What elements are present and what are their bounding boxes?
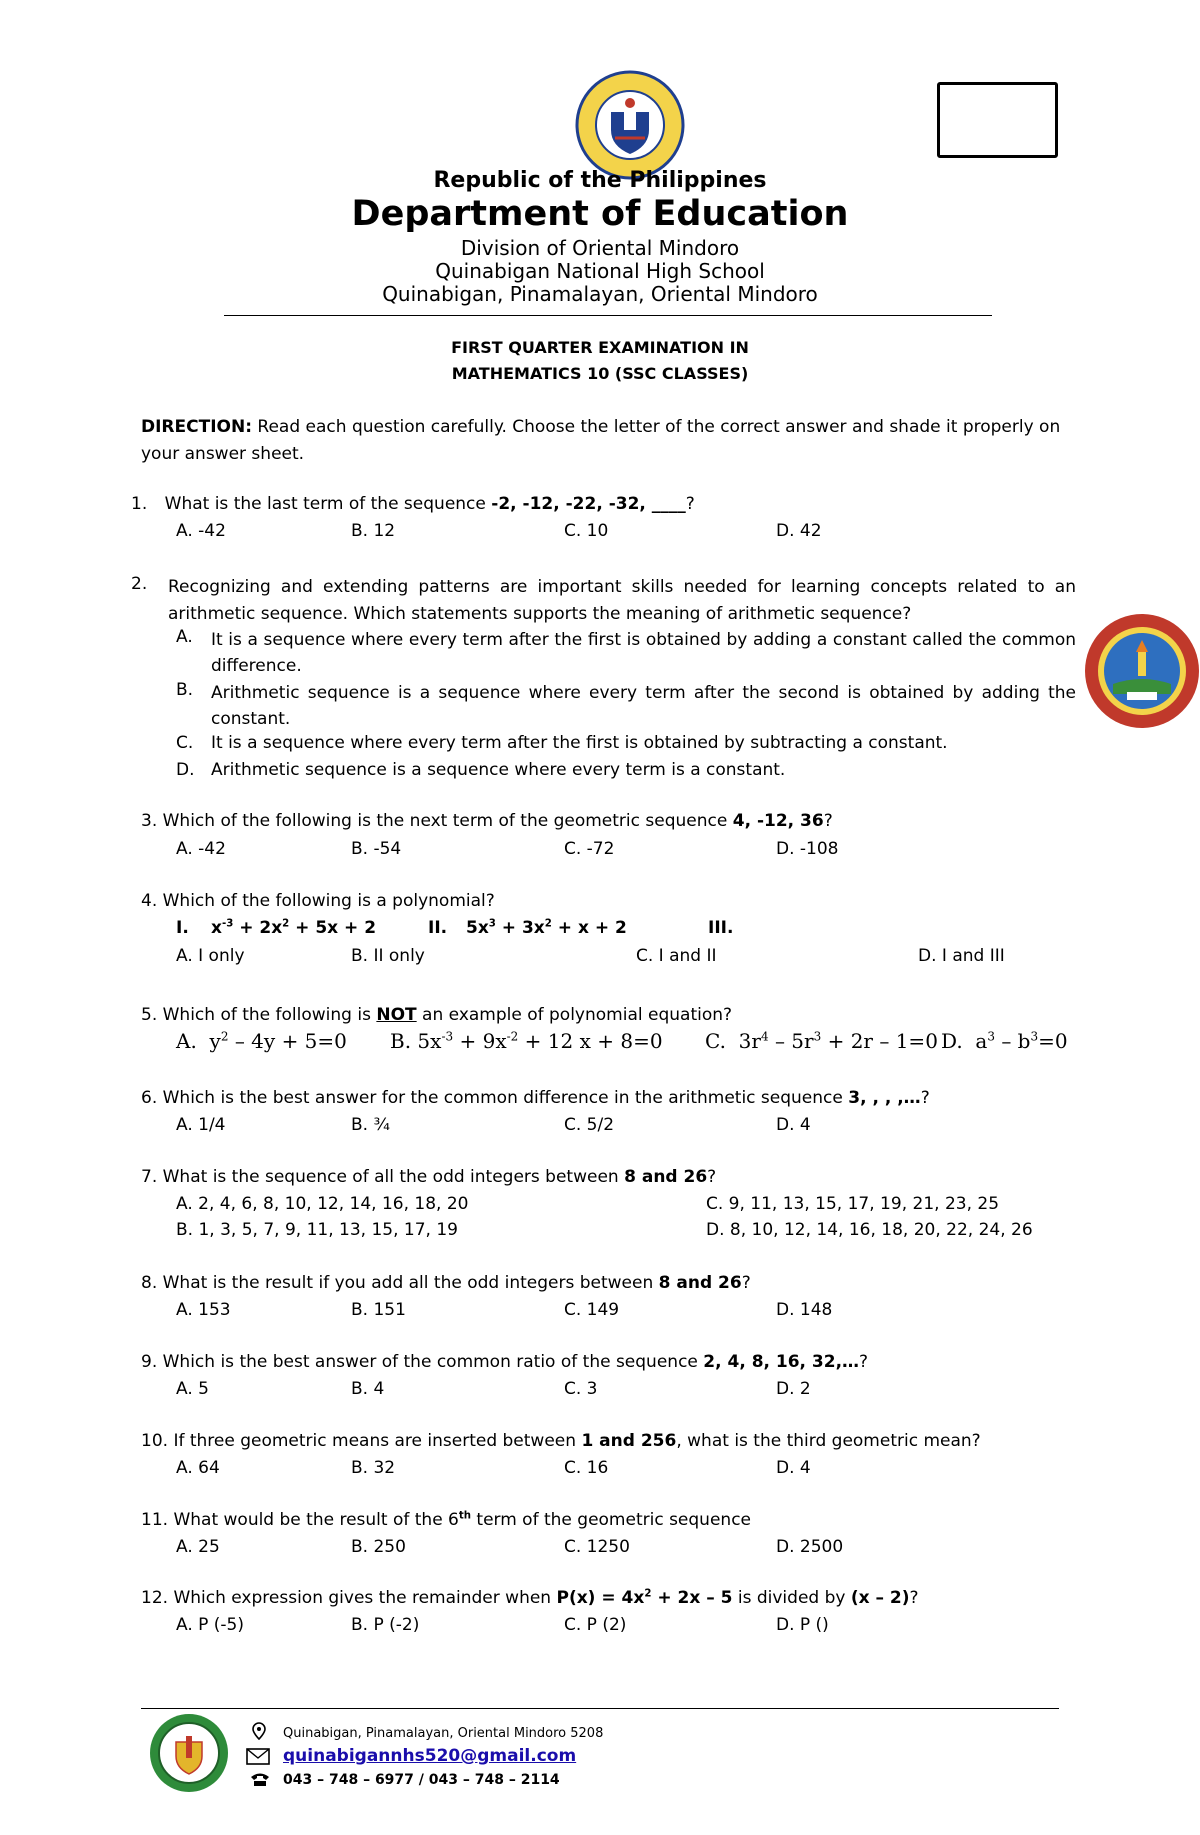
direction-text: Read each question carefully. Choose the letter of the correct answer and shade it properly on your answer sheet. [141, 417, 1061, 464]
q2-option-a[interactable]: It is a sequence where every term after the first is obtained by adding a constant called the common difference. [211, 630, 1076, 676]
q2-option-c[interactable]: It is a sequence where every term after the first is obtained by subtracting a constant. [211, 733, 948, 753]
q1-option-c[interactable]: C. 10 [564, 521, 609, 541]
q9-stem [141, 1352, 868, 1372]
school-logo [148, 1712, 230, 1794]
q9-qmark: ? [859, 1352, 869, 1372]
q4-item-i-label: I. [176, 918, 189, 938]
corner-box [937, 82, 1058, 158]
q7-option-c[interactable]: C. 9, 11, 13, 15, 17, 19, 21, 23, 25 [706, 1194, 1000, 1214]
q4-option-b[interactable]: B. II only [351, 946, 425, 966]
q9-option-a[interactable]: A. 5 [176, 1379, 209, 1399]
q1-option-d[interactable]: D. 42 [776, 521, 822, 541]
q2-option-c-label[interactable]: C. [176, 733, 194, 753]
q5-option-c-label: C. [705, 1029, 726, 1053]
q5-stem [141, 1005, 732, 1025]
q1-text: What is the last term of the sequence [164, 494, 492, 514]
q1-option-a[interactable]: A. -42 [176, 521, 226, 541]
q2-stem: Recognizing and extending patterns are important skills needed for learning concepts related to an arithmetic sequence. Which statements supports the meaning of arithmetic sequence? [168, 577, 1076, 624]
q5-text-end: an example of polynomial equation? [416, 1005, 733, 1025]
q5-option-b-label: B. [390, 1029, 412, 1053]
deped-seal [575, 70, 685, 180]
q3-option-b[interactable]: B. -54 [351, 839, 402, 859]
q5-option-c[interactable]: C. $3r^4 - 5r^3 + 2r - 1=0$ [705, 1029, 938, 1053]
q2-number: 2. [131, 574, 148, 594]
school-address: Quinabigan, Pinamalayan, Oriental Mindoro [382, 282, 818, 306]
q10-option-b[interactable]: B. 32 [351, 1458, 396, 1478]
school-name: Quinabigan National High School [435, 259, 765, 283]
q5-option-b[interactable]: B. $5x^{-3} + 9x^{-2} + 12$ x + 8=0 [390, 1029, 663, 1053]
division-logo [1083, 612, 1200, 730]
q5-option-a[interactable]: A. $y^2 - 4y + 5=0$ [176, 1029, 347, 1053]
q11-stem [141, 1510, 751, 1530]
q8-option-b[interactable]: B. 151 [351, 1300, 406, 1320]
q6-sequence: 3, , , ,… [848, 1088, 921, 1108]
q12-option-b[interactable]: B. P (-2) [351, 1615, 420, 1635]
q6-qmark: ? [920, 1088, 930, 1108]
footer-address: Quinabigan, Pinamalayan, Oriental Mindoro 5208 [283, 1726, 604, 1741]
q4-option-d[interactable]: D. I and III [918, 946, 1005, 966]
division-logo-year [1083, 612, 1084, 613]
q9-option-b[interactable]: B. 4 [351, 1379, 385, 1399]
email-icon [246, 1747, 272, 1771]
phone-icon [249, 1771, 271, 1791]
q10-text: 10. If three geometric means are inserted between [141, 1431, 582, 1451]
q12-stem [141, 1588, 919, 1608]
q7-text: 7. What is the sequence of all the odd integers between [141, 1167, 625, 1187]
q12-qmark: ? [909, 1588, 919, 1608]
q8-qmark: ? [741, 1273, 751, 1293]
q10-option-a[interactable]: A. 64 [176, 1458, 220, 1478]
q5-option-d[interactable]: D. $a^3 - b^3=0$ [941, 1029, 1068, 1053]
q7-range: 8 and 26 [624, 1167, 708, 1187]
footer-divider [141, 1708, 1059, 1709]
q3-option-c[interactable]: C. -72 [564, 839, 615, 859]
q1-number: 1. [131, 494, 148, 514]
q1-sequence: -2, -12, -22, -32, ____ [491, 494, 686, 514]
exam-title-line1: FIRST QUARTER EXAMINATION IN [451, 338, 749, 357]
q11-option-a[interactable]: A. 25 [176, 1537, 220, 1557]
q3-option-a[interactable]: A. -42 [176, 839, 226, 859]
q7-stem [141, 1167, 716, 1187]
q10-range: 1 and 256 [581, 1431, 677, 1451]
q1-option-b[interactable]: B. 12 [351, 521, 396, 541]
q2-option-d[interactable]: Arithmetic sequence is a sequence where every term is a constant. [211, 760, 786, 780]
q11-option-d[interactable]: D. 2500 [776, 1537, 844, 1557]
q11-text-end: term of the geometric sequence [471, 1510, 751, 1530]
q4-item-i: $x^{-3} + 2x^2 + 5x + 2$ [211, 918, 377, 938]
q11-option-c[interactable]: C. 1250 [564, 1537, 630, 1557]
q6-option-a[interactable]: A. 1/4 [176, 1115, 226, 1135]
q6-text: 6. Which is the best answer for the common difference in the arithmetic sequence [141, 1088, 849, 1108]
header-divider [224, 315, 992, 316]
q5-option-d-label: D. [941, 1029, 963, 1053]
q6-stem [141, 1088, 930, 1108]
q6-option-c[interactable]: C. 5/2 [564, 1115, 615, 1135]
division-text: Division of Oriental Mindoro [460, 236, 740, 260]
q4-item-iii-label: III. [708, 918, 734, 938]
q11-text: 11. What would be the result of the 6 [141, 1510, 459, 1530]
q5-option-a-label: A. [176, 1029, 197, 1053]
q4-item-ii: $5x^3 + 3x^2 + x + 2$ [466, 918, 627, 938]
q8-stem [141, 1273, 751, 1293]
q9-option-c[interactable]: C. 3 [564, 1379, 598, 1399]
q6-option-b[interactable]: B. ¾ [351, 1115, 390, 1135]
q5-text: 5. Which of the following is [141, 1005, 377, 1025]
footer-email-link[interactable]: quinabigannhs520@gmail.com [283, 1746, 577, 1766]
q9-sequence: 2, 4, 8, 16, 32,… [703, 1352, 860, 1372]
q4-option-a[interactable]: A. I only [176, 946, 245, 966]
q8-option-c[interactable]: C. 149 [564, 1300, 620, 1320]
direction [141, 414, 1076, 468]
q2-option-a-label[interactable]: A. [176, 627, 193, 647]
q12-text-mid: is divided by [732, 1588, 851, 1608]
q1-qmark: ? [685, 494, 695, 514]
q2-option-d-label[interactable]: D. [176, 760, 195, 780]
q8-text: 8. What is the result if you add all the odd integers between [141, 1273, 659, 1293]
q3-text: 3. Which of the following is the next term of the geometric sequence [141, 811, 733, 831]
footer-phone: 043 – 748 – 6977 / 043 – 748 – 2114 [283, 1772, 560, 1788]
q10-option-d[interactable]: D. 4 [776, 1458, 811, 1478]
q12-divisor: (x – 2) [850, 1588, 910, 1608]
republic-text: Republic of the Philippines [433, 168, 767, 193]
q8-range: 8 and 26 [658, 1273, 742, 1293]
q12-option-c[interactable]: C. P (2) [564, 1615, 627, 1635]
q3-qmark: ? [823, 811, 833, 831]
q7-option-b[interactable]: B. 1, 3, 5, 7, 9, 11, 13, 15, 17, 19 [176, 1220, 458, 1240]
q10-text-end: , what is the third geometric mean? [676, 1431, 981, 1451]
q2-option-b-label[interactable]: B. [176, 680, 194, 700]
q6-option-d[interactable]: D. 4 [776, 1115, 811, 1135]
footer-email-wrap [283, 1746, 576, 1766]
q10-stem [141, 1431, 981, 1451]
q3-stem [141, 811, 833, 831]
q9-option-d[interactable]: D. 2 [776, 1379, 811, 1399]
department-title: Department of Education [351, 194, 849, 234]
seal-text-bottom [575, 70, 576, 71]
q12-option-d[interactable]: D. P () [776, 1615, 829, 1635]
q7-option-a[interactable]: A. 2, 4, 6, 8, 10, 12, 14, 16, 18, 20 [176, 1194, 469, 1214]
q4-item-ii-label: II. [428, 918, 448, 938]
q3-sequence: 4, -12, 36 [732, 811, 824, 831]
q8-option-d[interactable]: D. 148 [776, 1300, 833, 1320]
q1-stem [131, 494, 695, 514]
q12-text: 12. Which expression gives the remainder when [141, 1588, 557, 1608]
q12-poly: P(x) = 4x [556, 1588, 645, 1608]
q4-option-c[interactable]: C. I and II [636, 946, 717, 966]
q11-ordinal: th [458, 1510, 471, 1522]
q5-not: NOT [376, 1005, 417, 1025]
q7-option-d[interactable]: D. 8, 10, 12, 14, 16, 18, 20, 22, 24, 26 [706, 1220, 1033, 1240]
q7-qmark: ? [707, 1167, 717, 1187]
location-icon [252, 1722, 266, 1744]
q2-option-b[interactable]: Arithmetic sequence is a sequence where every term after the second is obtained by adding the constant. [211, 683, 1076, 729]
q3-option-d[interactable]: D. -108 [776, 839, 839, 859]
q12-poly-rest: + 2x – 5 [651, 1588, 733, 1608]
q12-exponent: 2 [644, 1588, 652, 1600]
q12-option-a[interactable]: A. P (-5) [176, 1615, 245, 1635]
q10-option-c[interactable]: C. 16 [564, 1458, 609, 1478]
q8-option-a[interactable]: A. 153 [176, 1300, 231, 1320]
exam-title-line2: MATHEMATICS 10 (SSC CLASSES) [451, 364, 749, 383]
q11-option-b[interactable]: B. 250 [351, 1537, 406, 1557]
q4-stem: 4. Which of the following is a polynomial? [141, 891, 495, 911]
direction-label: DIRECTION: [141, 417, 253, 437]
q9-text: 9. Which is the best answer of the common ratio of the sequence [141, 1352, 704, 1372]
